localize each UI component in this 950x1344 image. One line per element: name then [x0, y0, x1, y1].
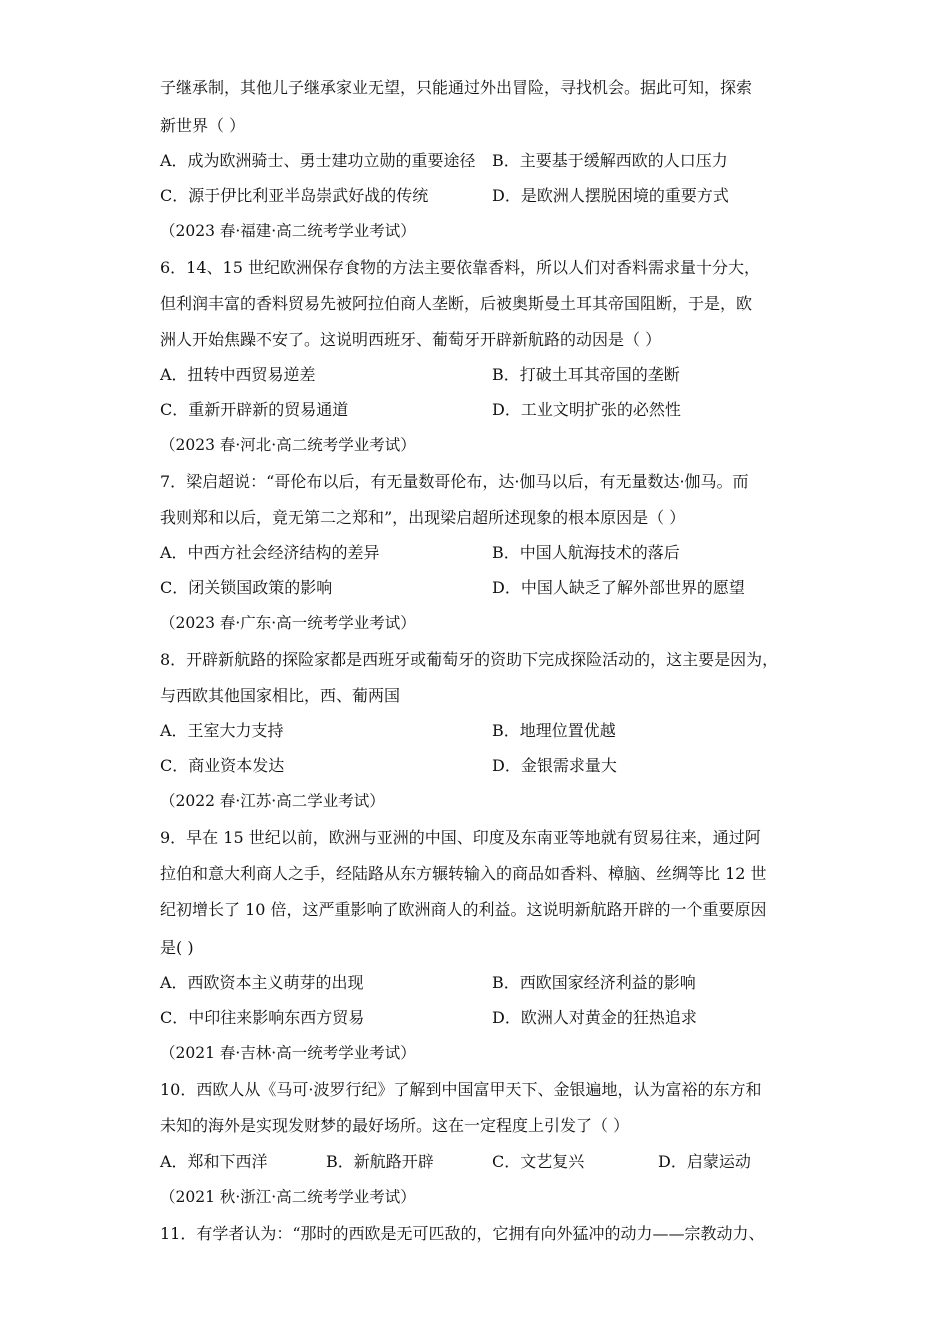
question-10-option-d: D．启蒙运动 — [658, 1152, 751, 1171]
question-8-option-b: B．地理位置优越 — [492, 721, 616, 740]
question-8-stem-line: 与西欧其他国家相比，西、葡两国 — [160, 686, 401, 705]
question-9-stem-line: 拉伯和意大利商人之手，经陆路从东方辗转输入的商品如香料、樟脑、丝绸等比 12 世 — [160, 864, 767, 883]
question-9-source: （2022 春·江苏·高二学业考试） — [160, 792, 385, 810]
question-6-option-b: B．打破土耳其帝国的垄断 — [492, 365, 680, 384]
question-6-source: （2023 春·福建·高二统考学业考试） — [160, 222, 416, 240]
question-10-stem-line: 未知的海外是实现发财梦的最好场所。这在一定程度上引发了（ ） — [160, 1116, 630, 1135]
question-10-source: （2021 春·吉林·高一统考学业考试） — [160, 1044, 416, 1062]
question-6-stem-line: 洲人开始焦躁不安了。这说明西班牙、葡萄牙开辟新航路的动因是（ ） — [160, 330, 662, 349]
question-10-option-b: B．新航路开辟 — [326, 1152, 434, 1171]
question-7-option-c: C．闭关锁国政策的影响 — [160, 578, 333, 597]
question-5-stem-line: 新世界（ ） — [160, 116, 246, 135]
question-9-stem-line: 9．早在 15 世纪以前，欧洲与亚洲的中国、印度及东南亚等地就有贸易往来，通过阿 — [160, 828, 761, 847]
question-7-source: （2023 春·河北·高二统考学业考试） — [160, 436, 416, 454]
question-9-option-c: C．中印往来影响东西方贸易 — [160, 1008, 365, 1027]
question-9-option-d: D．欧洲人对黄金的狂热追求 — [492, 1008, 697, 1027]
question-6-option-d: D．工业文明扩张的必然性 — [492, 400, 681, 419]
question-7-option-b: B．中国人航海技术的落后 — [492, 543, 680, 562]
question-6-option-c: C．重新开辟新的贸易通道 — [160, 400, 349, 419]
question-5-option-a: A．成为欧洲骑士、勇士建功立勋的重要途径 — [160, 151, 476, 170]
question-9-stem-line: 纪初增长了 10 倍，这严重影响了欧洲商人的利益。这说明新航路开辟的一个重要原因 — [160, 900, 767, 919]
question-9-option-a: A．西欧资本主义萌芽的出现 — [160, 973, 364, 992]
question-10-option-c: C．文艺复兴 — [492, 1152, 585, 1171]
question-5-stem-line: 子继承制，其他儿子继承家业无望，只能通过外出冒险，寻找机会。据此可知，探索 — [160, 78, 753, 97]
question-6-option-a: A．扭转中西贸易逆差 — [160, 365, 316, 384]
question-8-option-c: C．商业资本发达 — [160, 756, 285, 775]
question-5-option-d: D．是欧洲人摆脱困境的重要方式 — [492, 186, 729, 205]
question-6-stem-line: 6．14、15 世纪欧洲保存食物的方法主要依靠香料，所以人们对香料需求量十分大， — [160, 258, 760, 277]
question-10-option-a: A．郑和下西洋 — [160, 1152, 268, 1171]
question-10-stem-line: 10．西欧人从《马可·波罗行纪》了解到中国富甲天下、金银遍地，认为富裕的东方和 — [160, 1080, 762, 1099]
question-8-source: （2023 春·广东·高一统考学业考试） — [160, 614, 416, 632]
question-5-option-c: C．源于伊比利亚半岛崇武好战的传统 — [160, 186, 429, 205]
question-7-option-d: D．中国人缺乏了解外部世界的愿望 — [492, 578, 745, 597]
question-5-option-b: B．主要基于缓解西欧的人口压力 — [492, 151, 728, 170]
question-11-source: （2021 秋·浙江·高二统考学业考试） — [160, 1188, 416, 1206]
question-9-option-b: B．西欧国家经济利益的影响 — [492, 973, 696, 992]
question-6-stem-line: 但利润丰富的香料贸易先被阿拉伯商人垄断，后被奥斯曼土耳其帝国阻断，于是，欧 — [160, 294, 753, 313]
question-7-stem-line: 我则郑和以后，竟无第二之郑和”，出现梁启超所述现象的根本原因是（ ） — [160, 508, 686, 527]
question-8-stem-line: 8．开辟新航路的探险家都是西班牙或葡萄牙的资助下完成探险活动的，这主要是因为， — [160, 650, 779, 669]
question-7-option-a: A．中西方社会经济结构的差异 — [160, 543, 380, 562]
question-8-option-a: A．王室大力支持 — [160, 721, 284, 740]
question-8-option-d: D．金银需求量大 — [492, 756, 617, 775]
question-7-stem-line: 7．梁启超说：“哥伦布以后，有无量数哥伦布，达·伽马以后，有无量数达·伽马。而 — [160, 472, 749, 491]
question-9-stem-line: 是( ) — [160, 938, 194, 957]
question-11-stem-line: 11．有学者认为：“那时的西欧是无可匹敌的，它拥有向外猛冲的动力——宗教动力、 — [160, 1224, 765, 1243]
